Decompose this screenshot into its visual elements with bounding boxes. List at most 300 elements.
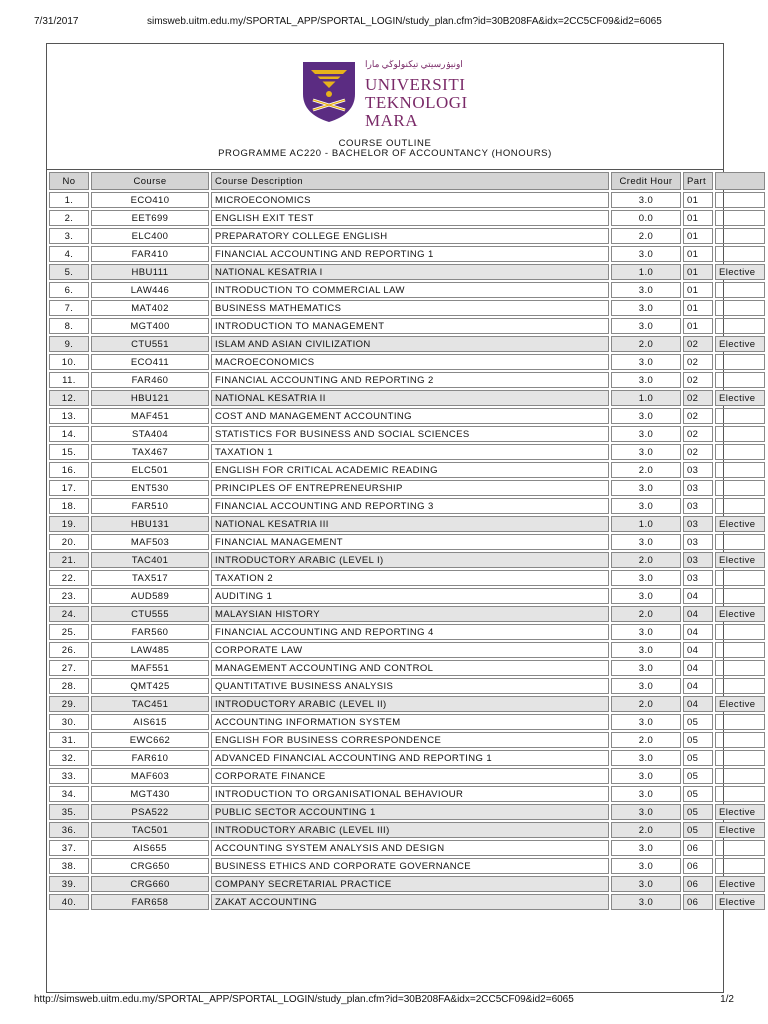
course-code-cell: CTU551 bbox=[91, 336, 209, 352]
row-number-cell: 2. bbox=[49, 210, 89, 226]
logo-line-3: MARA bbox=[365, 111, 419, 130]
course-code-cell: CRG650 bbox=[91, 858, 209, 874]
credit-hour-cell: 1.0 bbox=[611, 516, 681, 532]
part-cell: 05 bbox=[683, 732, 713, 748]
row-number-cell: 18. bbox=[49, 498, 89, 514]
table-row bbox=[49, 336, 765, 352]
table-row bbox=[49, 228, 765, 244]
course-type-cell bbox=[715, 480, 765, 496]
table-row bbox=[49, 516, 765, 532]
course-description-cell: INTRODUCTORY ARABIC (LEVEL III) bbox=[211, 822, 609, 838]
course-type-cell bbox=[715, 372, 765, 388]
credit-hour-cell: 2.0 bbox=[611, 228, 681, 244]
document-title: COURSE OUTLINE bbox=[338, 138, 432, 149]
credit-hour-cell: 3.0 bbox=[611, 660, 681, 676]
credit-hour-cell: 3.0 bbox=[611, 858, 681, 874]
course-type-cell bbox=[715, 678, 765, 694]
course-description-cell: ZAKAT ACCOUNTING bbox=[211, 894, 609, 910]
table-row bbox=[49, 318, 765, 334]
part-cell: 04 bbox=[683, 606, 713, 622]
part-cell: 03 bbox=[683, 534, 713, 550]
course-description-cell: TAXATION 1 bbox=[211, 444, 609, 460]
part-cell: 05 bbox=[683, 750, 713, 766]
row-number-cell: 5. bbox=[49, 264, 89, 280]
credit-hour-cell: 3.0 bbox=[611, 804, 681, 820]
row-number-cell: 23. bbox=[49, 588, 89, 604]
table-row bbox=[49, 552, 765, 568]
course-type-cell bbox=[715, 786, 765, 802]
course-type-cell: Elective bbox=[715, 894, 765, 910]
course-code-cell: TAX517 bbox=[91, 570, 209, 586]
row-number-cell: 29. bbox=[49, 696, 89, 712]
course-type-cell bbox=[715, 282, 765, 298]
table-row bbox=[49, 822, 765, 838]
credit-hour-cell: 3.0 bbox=[611, 786, 681, 802]
course-code-cell: HBU111 bbox=[91, 264, 209, 280]
table-row bbox=[49, 372, 765, 388]
table-row bbox=[49, 390, 765, 406]
course-type-cell: Elective bbox=[715, 516, 765, 532]
row-number-cell: 8. bbox=[49, 318, 89, 334]
course-description-cell: TAXATION 2 bbox=[211, 570, 609, 586]
course-type-cell bbox=[715, 318, 765, 334]
course-description-cell: MICROECONOMICS bbox=[211, 192, 609, 208]
course-type-cell bbox=[715, 228, 765, 244]
course-type-cell bbox=[715, 714, 765, 730]
table-row bbox=[49, 570, 765, 586]
row-number-cell: 28. bbox=[49, 678, 89, 694]
course-type-cell bbox=[715, 408, 765, 424]
column-header-course: Course bbox=[91, 172, 209, 190]
credit-hour-cell: 3.0 bbox=[611, 426, 681, 442]
course-outline-frame bbox=[46, 43, 756, 993]
course-type-cell bbox=[715, 768, 765, 784]
column-header-part: Part bbox=[683, 172, 713, 190]
course-description-cell: PREPARATORY COLLEGE ENGLISH bbox=[211, 228, 609, 244]
part-cell: 02 bbox=[683, 444, 713, 460]
credit-hour-cell: 3.0 bbox=[611, 894, 681, 910]
course-code-cell: TAC401 bbox=[91, 552, 209, 568]
row-number-cell: 19. bbox=[49, 516, 89, 532]
table-row bbox=[49, 498, 765, 514]
part-cell: 04 bbox=[683, 624, 713, 640]
row-number-cell: 4. bbox=[49, 246, 89, 262]
course-type-cell: Elective bbox=[715, 606, 765, 622]
part-cell: 02 bbox=[683, 372, 713, 388]
table-row bbox=[49, 750, 765, 766]
course-description-cell: MACROECONOMICS bbox=[211, 354, 609, 370]
credit-hour-cell: 3.0 bbox=[611, 498, 681, 514]
credit-hour-cell: 3.0 bbox=[611, 642, 681, 658]
table-row bbox=[49, 714, 765, 730]
row-number-cell: 3. bbox=[49, 228, 89, 244]
uitm-wordmark bbox=[365, 60, 468, 129]
column-header-description: Course Description bbox=[211, 172, 609, 190]
course-type-cell bbox=[715, 624, 765, 640]
course-type-cell bbox=[715, 642, 765, 658]
course-type-cell bbox=[715, 354, 765, 370]
table-row bbox=[49, 444, 765, 460]
course-code-cell: MGT400 bbox=[91, 318, 209, 334]
course-type-cell: Elective bbox=[715, 822, 765, 838]
course-code-cell: AIS655 bbox=[91, 840, 209, 856]
table-row bbox=[49, 678, 765, 694]
course-code-cell: LAW485 bbox=[91, 642, 209, 658]
course-type-cell bbox=[715, 462, 765, 478]
row-number-cell: 17. bbox=[49, 480, 89, 496]
table-row bbox=[49, 534, 765, 550]
row-number-cell: 14. bbox=[49, 426, 89, 442]
part-cell: 01 bbox=[683, 264, 713, 280]
course-type-cell: Elective bbox=[715, 552, 765, 568]
credit-hour-cell: 2.0 bbox=[611, 462, 681, 478]
row-number-cell: 21. bbox=[49, 552, 89, 568]
programme-title: PROGRAMME AC220 - BACHELOR OF ACCOUNTANCY (HONOURS) bbox=[218, 148, 552, 159]
course-code-cell: HBU131 bbox=[91, 516, 209, 532]
course-code-cell: FAR460 bbox=[91, 372, 209, 388]
course-description-cell: COST AND MANAGEMENT ACCOUNTING bbox=[211, 408, 609, 424]
course-code-cell: CRG660 bbox=[91, 876, 209, 892]
part-cell: 01 bbox=[683, 228, 713, 244]
row-number-cell: 1. bbox=[49, 192, 89, 208]
part-cell: 04 bbox=[683, 660, 713, 676]
table-row bbox=[49, 192, 765, 208]
course-type-cell: Elective bbox=[715, 876, 765, 892]
course-code-cell: HBU121 bbox=[91, 390, 209, 406]
row-number-cell: 25. bbox=[49, 624, 89, 640]
row-number-cell: 9. bbox=[49, 336, 89, 352]
credit-hour-cell: 3.0 bbox=[611, 750, 681, 766]
course-code-cell: ECO410 bbox=[91, 192, 209, 208]
table-row bbox=[49, 408, 765, 424]
table-row bbox=[49, 606, 765, 622]
part-cell: 02 bbox=[683, 408, 713, 424]
course-type-cell bbox=[715, 840, 765, 856]
course-code-cell: ENT530 bbox=[91, 480, 209, 496]
course-description-cell: ISLAM AND ASIAN CIVILIZATION bbox=[211, 336, 609, 352]
table-row bbox=[49, 768, 765, 784]
course-code-cell: LAW446 bbox=[91, 282, 209, 298]
course-description-cell: PUBLIC SECTOR ACCOUNTING 1 bbox=[211, 804, 609, 820]
credit-hour-cell: 3.0 bbox=[611, 624, 681, 640]
course-code-cell: TAX467 bbox=[91, 444, 209, 460]
part-cell: 01 bbox=[683, 318, 713, 334]
course-type-cell: Elective bbox=[715, 804, 765, 820]
part-cell: 03 bbox=[683, 480, 713, 496]
course-description-cell: INTRODUCTION TO MANAGEMENT bbox=[211, 318, 609, 334]
course-type-cell bbox=[715, 858, 765, 874]
print-footer bbox=[34, 994, 734, 1008]
credit-hour-cell: 3.0 bbox=[611, 354, 681, 370]
credit-hour-cell: 3.0 bbox=[611, 372, 681, 388]
credit-hour-cell: 3.0 bbox=[611, 840, 681, 856]
row-number-cell: 6. bbox=[49, 282, 89, 298]
part-cell: 06 bbox=[683, 858, 713, 874]
part-cell: 05 bbox=[683, 768, 713, 784]
part-cell: 06 bbox=[683, 894, 713, 910]
part-cell: 01 bbox=[683, 282, 713, 298]
row-number-cell: 26. bbox=[49, 642, 89, 658]
row-number-cell: 7. bbox=[49, 300, 89, 316]
table-row bbox=[49, 426, 765, 442]
part-cell: 02 bbox=[683, 336, 713, 352]
table-row bbox=[49, 660, 765, 676]
course-type-cell: Elective bbox=[715, 390, 765, 406]
row-number-cell: 13. bbox=[49, 408, 89, 424]
course-code-cell: TAC501 bbox=[91, 822, 209, 838]
print-header bbox=[34, 16, 734, 30]
print-url: simsweb.uitm.edu.my/SPORTAL_APP/SPORTAL_LOGIN/study_plan.cfm?id=30B208FA&idx=2CC5CF09&id2=6065 bbox=[147, 16, 662, 27]
course-code-cell: MAF603 bbox=[91, 768, 209, 784]
course-code-cell: FAR560 bbox=[91, 624, 209, 640]
table-row bbox=[49, 696, 765, 712]
course-code-cell: MAF551 bbox=[91, 660, 209, 676]
course-type-cell bbox=[715, 444, 765, 460]
credit-hour-cell: 2.0 bbox=[611, 696, 681, 712]
row-number-cell: 33. bbox=[49, 768, 89, 784]
logo-line-2: TEKNOLOGI bbox=[365, 93, 468, 112]
course-code-cell: EET699 bbox=[91, 210, 209, 226]
course-type-cell bbox=[715, 750, 765, 766]
course-description-cell: ENGLISH EXIT TEST bbox=[211, 210, 609, 226]
course-description-cell: QUANTITATIVE BUSINESS ANALYSIS bbox=[211, 678, 609, 694]
table-row bbox=[49, 786, 765, 802]
course-description-cell: CORPORATE FINANCE bbox=[211, 768, 609, 784]
row-number-cell: 16. bbox=[49, 462, 89, 478]
uitm-crest-icon bbox=[299, 58, 359, 124]
table-row bbox=[49, 840, 765, 856]
table-row bbox=[49, 246, 765, 262]
course-type-cell bbox=[715, 300, 765, 316]
course-type-cell: Elective bbox=[715, 696, 765, 712]
row-number-cell: 15. bbox=[49, 444, 89, 460]
logo-line-1: UNIVERSITI bbox=[365, 75, 466, 94]
row-number-cell: 12. bbox=[49, 390, 89, 406]
course-description-cell: ADVANCED FINANCIAL ACCOUNTING AND REPORTING 1 bbox=[211, 750, 609, 766]
table-row bbox=[49, 462, 765, 478]
study-plan-table bbox=[47, 170, 767, 912]
table-row bbox=[49, 876, 765, 892]
document-header bbox=[47, 44, 723, 170]
column-header-no: No bbox=[49, 172, 89, 190]
course-code-cell: MGT430 bbox=[91, 786, 209, 802]
part-cell: 04 bbox=[683, 642, 713, 658]
course-code-cell: TAC451 bbox=[91, 696, 209, 712]
row-number-cell: 32. bbox=[49, 750, 89, 766]
print-date: 7/31/2017 bbox=[34, 16, 79, 27]
study-plan-body bbox=[49, 192, 765, 910]
course-code-cell: MAF503 bbox=[91, 534, 209, 550]
course-type-cell bbox=[715, 426, 765, 442]
part-cell: 02 bbox=[683, 354, 713, 370]
course-description-cell: INTRODUCTORY ARABIC (LEVEL I) bbox=[211, 552, 609, 568]
course-type-cell: Elective bbox=[715, 336, 765, 352]
part-cell: 06 bbox=[683, 840, 713, 856]
part-cell: 03 bbox=[683, 570, 713, 586]
logo-jawi-text: اونيۏرسيتي تيكنولوڬي مارا bbox=[365, 59, 463, 69]
course-description-cell: ACCOUNTING SYSTEM ANALYSIS AND DESIGN bbox=[211, 840, 609, 856]
table-row bbox=[49, 282, 765, 298]
table-row bbox=[49, 804, 765, 820]
credit-hour-cell: 3.0 bbox=[611, 876, 681, 892]
credit-hour-cell: 0.0 bbox=[611, 210, 681, 226]
credit-hour-cell: 1.0 bbox=[611, 264, 681, 280]
credit-hour-cell: 2.0 bbox=[611, 552, 681, 568]
part-cell: 01 bbox=[683, 246, 713, 262]
part-cell: 05 bbox=[683, 804, 713, 820]
course-code-cell: MAT402 bbox=[91, 300, 209, 316]
course-code-cell: FAR610 bbox=[91, 750, 209, 766]
part-cell: 02 bbox=[683, 390, 713, 406]
part-cell: 05 bbox=[683, 822, 713, 838]
table-row bbox=[49, 588, 765, 604]
part-cell: 04 bbox=[683, 678, 713, 694]
course-description-cell: MALAYSIAN HISTORY bbox=[211, 606, 609, 622]
course-type-cell bbox=[715, 192, 765, 208]
table-row bbox=[49, 732, 765, 748]
row-number-cell: 35. bbox=[49, 804, 89, 820]
part-cell: 01 bbox=[683, 192, 713, 208]
credit-hour-cell: 3.0 bbox=[611, 300, 681, 316]
row-number-cell: 39. bbox=[49, 876, 89, 892]
row-number-cell: 10. bbox=[49, 354, 89, 370]
table-row bbox=[49, 858, 765, 874]
course-description-cell: CORPORATE LAW bbox=[211, 642, 609, 658]
credit-hour-cell: 1.0 bbox=[611, 390, 681, 406]
part-cell: 02 bbox=[683, 426, 713, 442]
course-code-cell: CTU555 bbox=[91, 606, 209, 622]
course-code-cell: FAR510 bbox=[91, 498, 209, 514]
credit-hour-cell: 3.0 bbox=[611, 480, 681, 496]
course-description-cell: NATIONAL KESATRIA I bbox=[211, 264, 609, 280]
part-cell: 03 bbox=[683, 462, 713, 478]
course-type-cell bbox=[715, 570, 765, 586]
part-cell: 03 bbox=[683, 516, 713, 532]
part-cell: 03 bbox=[683, 552, 713, 568]
part-cell: 04 bbox=[683, 588, 713, 604]
part-cell: 03 bbox=[683, 498, 713, 514]
credit-hour-cell: 2.0 bbox=[611, 606, 681, 622]
table-row bbox=[49, 264, 765, 280]
part-cell: 05 bbox=[683, 714, 713, 730]
course-type-cell: Elective bbox=[715, 264, 765, 280]
credit-hour-cell: 3.0 bbox=[611, 678, 681, 694]
row-number-cell: 11. bbox=[49, 372, 89, 388]
footer-url: http://simsweb.uitm.edu.my/SPORTAL_APP/SPORTAL_LOGIN/study_plan.cfm?id=30B208FA&idx=2CC5CF09&id2=6065 bbox=[34, 994, 574, 1005]
credit-hour-cell: 3.0 bbox=[611, 246, 681, 262]
course-code-cell: EWC662 bbox=[91, 732, 209, 748]
row-number-cell: 31. bbox=[49, 732, 89, 748]
course-description-cell: FINANCIAL MANAGEMENT bbox=[211, 534, 609, 550]
page-number: 1/2 bbox=[720, 994, 734, 1005]
course-description-cell: PRINCIPLES OF ENTREPRENEURSHIP bbox=[211, 480, 609, 496]
table-row bbox=[49, 210, 765, 226]
row-number-cell: 38. bbox=[49, 858, 89, 874]
course-code-cell: AUD589 bbox=[91, 588, 209, 604]
credit-hour-cell: 3.0 bbox=[611, 534, 681, 550]
credit-hour-cell: 3.0 bbox=[611, 282, 681, 298]
credit-hour-cell: 3.0 bbox=[611, 768, 681, 784]
course-type-cell bbox=[715, 588, 765, 604]
course-type-cell bbox=[715, 660, 765, 676]
part-cell: 01 bbox=[683, 210, 713, 226]
row-number-cell: 40. bbox=[49, 894, 89, 910]
credit-hour-cell: 3.0 bbox=[611, 408, 681, 424]
row-number-cell: 30. bbox=[49, 714, 89, 730]
course-description-cell: MANAGEMENT ACCOUNTING AND CONTROL bbox=[211, 660, 609, 676]
credit-hour-cell: 3.0 bbox=[611, 714, 681, 730]
course-description-cell: INTRODUCTORY ARABIC (LEVEL II) bbox=[211, 696, 609, 712]
credit-hour-cell: 3.0 bbox=[611, 444, 681, 460]
credit-hour-cell: 2.0 bbox=[611, 732, 681, 748]
course-code-cell: AIS615 bbox=[91, 714, 209, 730]
row-number-cell: 37. bbox=[49, 840, 89, 856]
part-cell: 06 bbox=[683, 876, 713, 892]
course-code-cell: FAR658 bbox=[91, 894, 209, 910]
course-code-cell: STA404 bbox=[91, 426, 209, 442]
course-type-cell bbox=[715, 246, 765, 262]
course-type-cell bbox=[715, 498, 765, 514]
row-number-cell: 34. bbox=[49, 786, 89, 802]
credit-hour-cell: 3.0 bbox=[611, 588, 681, 604]
course-description-cell: INTRODUCTION TO ORGANISATIONAL BEHAVIOUR bbox=[211, 786, 609, 802]
course-code-cell: QMT425 bbox=[91, 678, 209, 694]
credit-hour-cell: 2.0 bbox=[611, 336, 681, 352]
course-description-cell: FINANCIAL ACCOUNTING AND REPORTING 3 bbox=[211, 498, 609, 514]
course-type-cell bbox=[715, 732, 765, 748]
course-description-cell: BUSINESS ETHICS AND CORPORATE GOVERNANCE bbox=[211, 858, 609, 874]
course-code-cell: FAR410 bbox=[91, 246, 209, 262]
course-type-cell bbox=[715, 534, 765, 550]
table-row bbox=[49, 300, 765, 316]
course-description-cell: STATISTICS FOR BUSINESS AND SOCIAL SCIENCES bbox=[211, 426, 609, 442]
uitm-logo bbox=[299, 58, 479, 128]
course-description-cell: COMPANY SECRETARIAL PRACTICE bbox=[211, 876, 609, 892]
table-row bbox=[49, 354, 765, 370]
course-description-cell: FINANCIAL ACCOUNTING AND REPORTING 2 bbox=[211, 372, 609, 388]
credit-hour-cell: 3.0 bbox=[611, 192, 681, 208]
row-number-cell: 36. bbox=[49, 822, 89, 838]
course-type-cell bbox=[715, 210, 765, 226]
part-cell: 04 bbox=[683, 696, 713, 712]
row-number-cell: 20. bbox=[49, 534, 89, 550]
part-cell: 05 bbox=[683, 786, 713, 802]
table-header-row bbox=[49, 172, 765, 190]
credit-hour-cell: 3.0 bbox=[611, 318, 681, 334]
credit-hour-cell: 3.0 bbox=[611, 570, 681, 586]
course-code-cell: ELC501 bbox=[91, 462, 209, 478]
course-description-cell: BUSINESS MATHEMATICS bbox=[211, 300, 609, 316]
course-code-cell: ECO411 bbox=[91, 354, 209, 370]
course-description-cell: NATIONAL KESATRIA III bbox=[211, 516, 609, 532]
table-row bbox=[49, 894, 765, 910]
course-description-cell: INTRODUCTION TO COMMERCIAL LAW bbox=[211, 282, 609, 298]
credit-hour-cell: 2.0 bbox=[611, 822, 681, 838]
table-row bbox=[49, 642, 765, 658]
row-number-cell: 27. bbox=[49, 660, 89, 676]
course-description-cell: ENGLISH FOR CRITICAL ACADEMIC READING bbox=[211, 462, 609, 478]
column-header-type bbox=[715, 172, 765, 190]
course-description-cell: FINANCIAL ACCOUNTING AND REPORTING 4 bbox=[211, 624, 609, 640]
course-description-cell: FINANCIAL ACCOUNTING AND REPORTING 1 bbox=[211, 246, 609, 262]
table-row bbox=[49, 480, 765, 496]
table-row bbox=[49, 624, 765, 640]
course-description-cell: AUDITING 1 bbox=[211, 588, 609, 604]
course-code-cell: MAF451 bbox=[91, 408, 209, 424]
course-code-cell: PSA522 bbox=[91, 804, 209, 820]
course-description-cell: NATIONAL KESATRIA II bbox=[211, 390, 609, 406]
row-number-cell: 24. bbox=[49, 606, 89, 622]
